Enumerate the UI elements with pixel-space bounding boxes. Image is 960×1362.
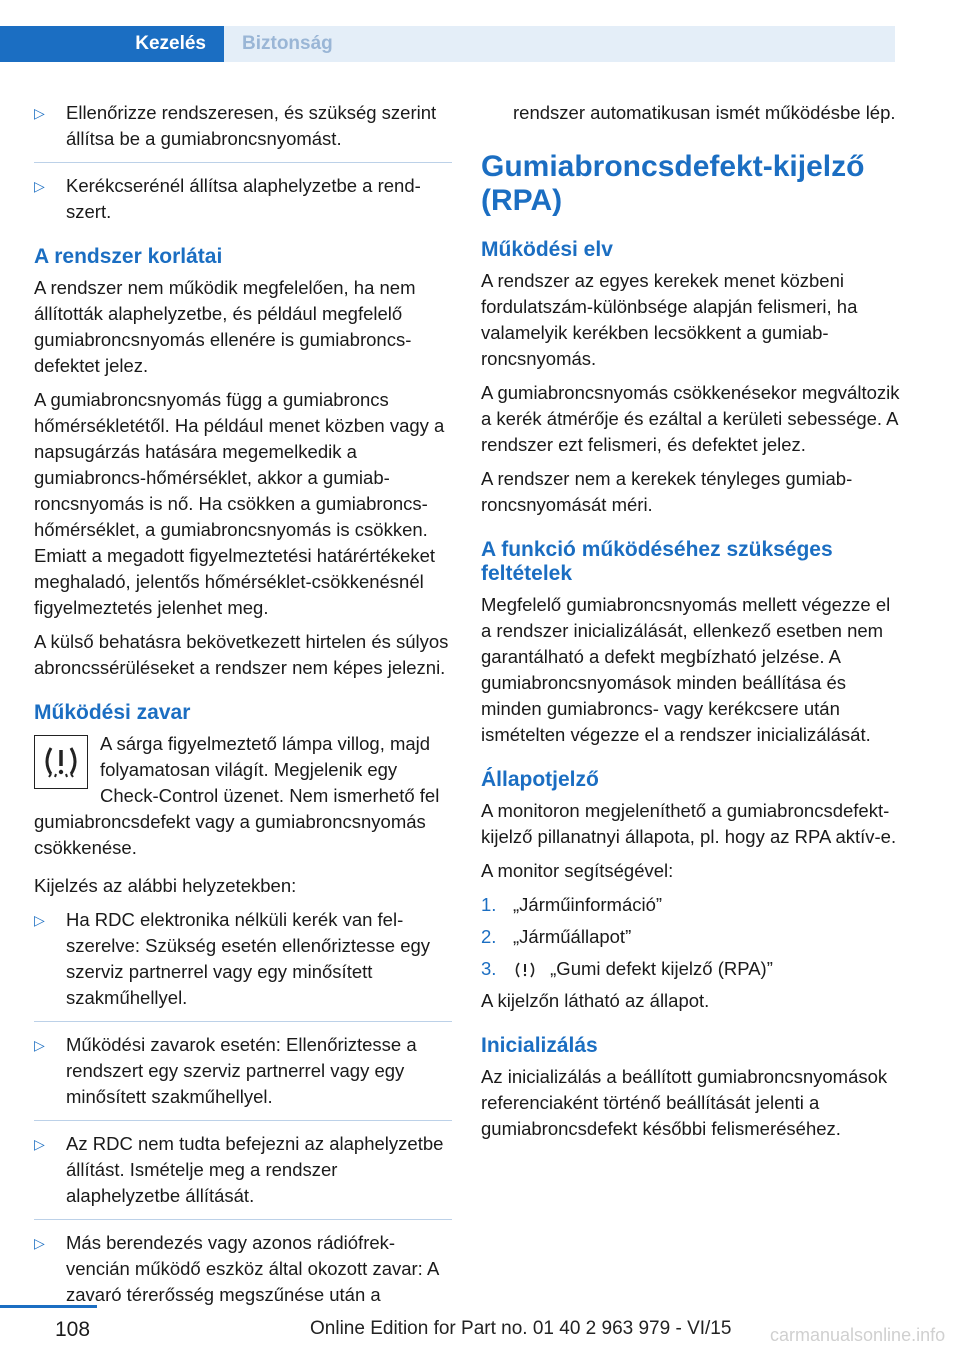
edition-note: Online Edition for Part no. 01 40 2 963 979 - VI/15 [310,1318,732,1339]
tab-kezeles[interactable]: Kezelés [0,26,224,62]
tire-warning-icon [513,961,537,979]
paragraph: A külső behatásra bekövetkezett hirtelen és súlyos abroncssérüléseket a rendszer nem képes jelezni. [34,631,449,678]
divider [34,162,452,163]
warning-block [34,731,452,861]
section-heading-fault: Működési zavar [34,701,191,724]
list-item: 2. „Járműállapot” [481,926,632,947]
list-item: 3. „Gumi defekt kijelző (RPA)” [481,958,773,979]
list-item: ▷ Más berendezés vagy azonos rádiófrekvencián működő eszköz által okozott zavar: A zavaró térerősség megszűnése után a [34,1232,439,1305]
list-item: 1. „Járműinformáció” [481,894,663,915]
paragraph: A sárga figyelmeztető lámpa villog, majd folyamatosan világít. Megjelenik egy Check-Control üzenet. Nem ismerhető fel gumiabroncsdefekt vagy a gumiabroncsnyomás csökkenése. [34,733,440,858]
list-item: ▷ Az RDC nem tudta befejezni az alaphelyzetbe állítást. Ismételje meg a rendszer alaphelyzetbe állítását. [34,1133,444,1206]
list-item: ▷ Kerékcserénél állítsa alaphelyzetbe a rendszert. [34,175,421,222]
triangle-bullet-icon: ▷ [34,1037,45,1053]
paragraph: A rendszer nem a kerekek tényleges gumiabroncsnyomását méri. [481,468,853,515]
paragraph: A monitoron megjeleníthető a gumiabroncsdefekt-kijelző pillanatnyi állapota, pl. hogy az RPA aktív-e. [481,800,897,847]
section-heading-limits: A rendszer korlátai [34,245,223,268]
paragraph: A rendszer nem működik megfelelően, ha nem állították alaphelyzetbe, és például megfelelő gumiabroncsnyomás ellenére is gumiabroncsdefektet jelez. [34,277,416,376]
list-item: ▷ Ha RDC elektronika nélküli kerék van felszerelve: Szükség esetén ellenőriztesse egy szerviz partnerrel vagy egy minősített szakműhellyel. [34,909,431,1008]
footer-rule [0,1305,97,1308]
chapter-tabs [0,26,895,62]
triangle-bullet-icon: ▷ [34,1235,45,1251]
triangle-bullet-icon: ▷ [34,1136,45,1152]
section-heading-principle: Működési elv [481,238,613,261]
paragraph: A gumiabroncsnyomás csökkenésekor megváltozik a kerék átmérője és ezáltal a kerületi sebessége. A rendszer ezt felismeri, és defektet jelez. [481,382,900,455]
tire-warning-icon [34,735,88,789]
tab-biztonsag[interactable]: Biztonság [224,26,895,62]
section-heading-init: Inicializálás [481,1034,598,1057]
paragraph: A monitor segítségével: [481,860,674,881]
right-column [481,100,901,1150]
paragraph: Megfelelő gumiabroncsnyomás mellett végezze el a rendszer inicializálását, ellenkező esetben nem garantálható a defekt megbízható jelzése. A gumiabroncsnyomások minden beállítása és minden gumiabroncs- vagy kerékcsere után ismételten végezze el a rendszer inicializálását. [481,594,891,745]
paragraph: A kijelzőn látható az állapot. [481,990,710,1011]
paragraph: A gumiabroncsnyomás függ a gumiabroncs hőmérsékletétől. Ha például menet közben vagy a napsugárzás hatására megemelkedik a gumiabroncs-hőmérséklet, akkor a gumiabroncsnyomás is nő. Ha csökken a gumiabroncs-hőmérséklet, a gumiabroncsnyomás is csökken. Emiatt a megadott figyelmeztetési határértékeket meghaladó, jelentős hőmérséklet-csökkenésnél figyelmeztetés jelenhet meg. [34,389,445,618]
paragraph: A rendszer az egyes kerekek menet közbeni fordulatszám-különbsége alapján felismeri, ha valamelyik kerékben lecsökkent a gumiabroncsnyomás. [481,270,858,369]
paragraph: rendszer automatikusan ismét működésbe lép. [513,102,896,123]
watermark: carmanualsonline.info [770,1325,946,1345]
divider [34,1219,452,1220]
list-item: ▷ Ellenőrizze rendszeresen, és szükség szerint állítsa be a gumiabroncsnyomást. [34,102,437,149]
divider [34,1021,452,1022]
divider [34,1120,452,1121]
left-column [34,100,452,1318]
page-title: Gumiabroncsdefekt-kijelző (RPA) [481,150,865,217]
list-item: ▷ Működési zavarok esetén: Ellenőriztesse a rendszert egy szerviz partnerrel vagy egy minősített szakműhellyel. [34,1034,417,1107]
section-heading-conditions: A funkció működéséhez szükséges feltételek [481,538,833,585]
triangle-bullet-icon: ▷ [34,105,45,121]
triangle-bullet-icon: ▷ [34,178,45,194]
page-number: 108 [55,1318,91,1341]
section-heading-status: Állapotjelző [481,768,599,791]
triangle-bullet-icon: ▷ [34,912,45,928]
paragraph: Kijelzés az alábbi helyzetekben: [34,875,297,896]
paragraph: Az inicializálás a beállított gumiabroncsnyomások referenciaként történő beállítását jelenti a gumiabroncsdefekt későbbi felismeréséhez. [481,1066,888,1139]
